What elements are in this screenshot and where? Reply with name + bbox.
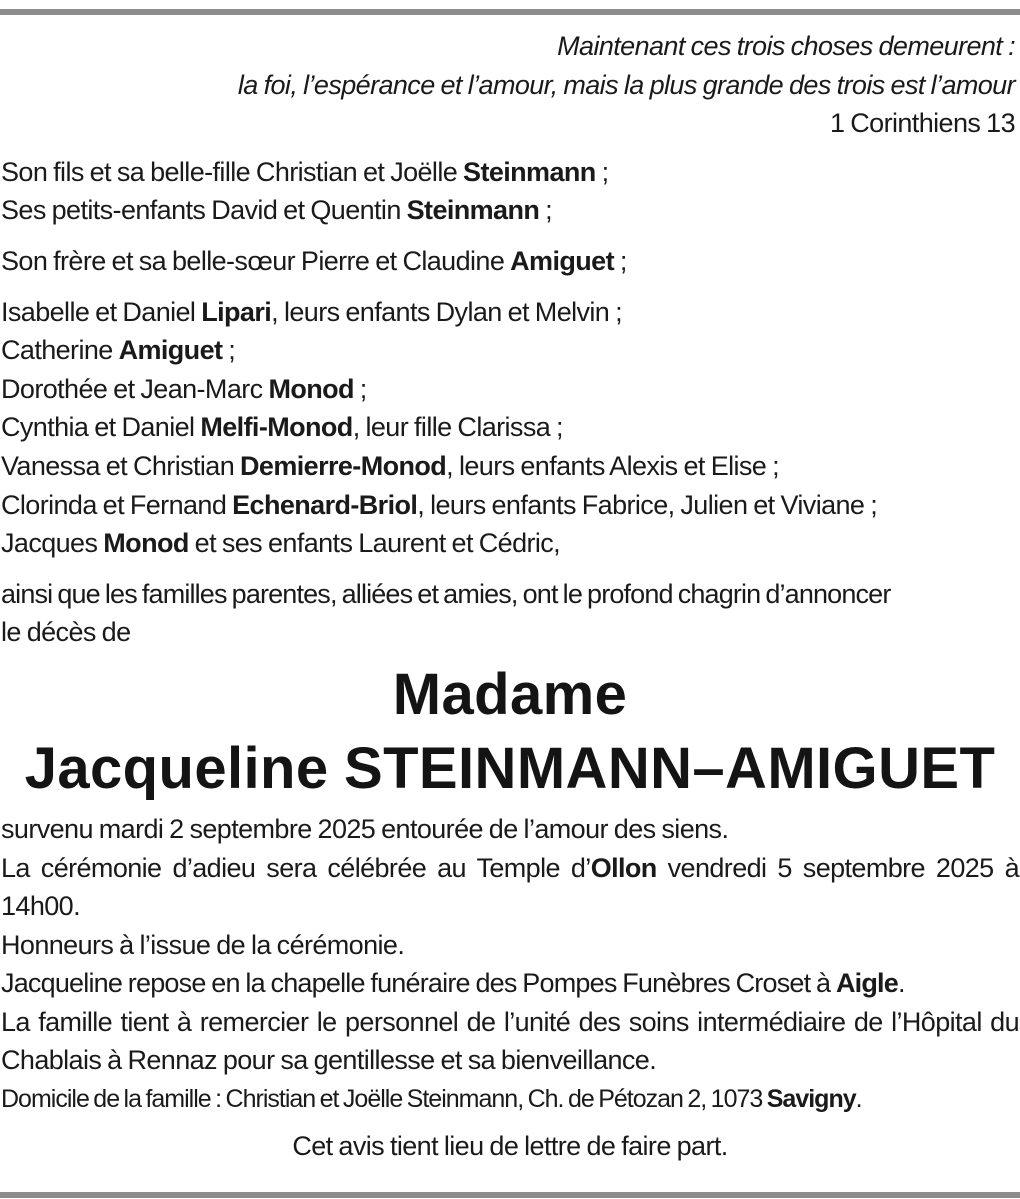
footer-note: Cet avis tient lieu de lettre de faire part. — [292, 1130, 728, 1161]
family-line: Son frère et sa belle-sœur Pierre et Claudine Amiguet ; — [1, 245, 627, 276]
family-line: Ses petits-enfants David et Quentin Steinmann ; — [1, 195, 553, 226]
announcement-line-1: ainsi que les familles parentes, alliées et amies, ont le profond chagrin d’annoncer — [1, 578, 891, 609]
epigraph-line-1: Maintenant ces trois choses demeurent : — [557, 31, 1015, 61]
family-line: Catherine Amiguet ; — [1, 335, 236, 366]
family-surname: Monod — [268, 373, 354, 404]
detail-thanks: La famille tient à remercier le personnel de l’unité des soins intermédiaire de l’Hôpital du Chablais à Rennaz pour sa gentillesse et sa bienveillance. — [1, 1006, 1019, 1076]
family-line: Clorinda et Fernand Echenard-Briol, leurs enfants Fabrice, Julien et Viviane ; — [1, 489, 878, 520]
family-surname: Lipari — [201, 296, 272, 327]
detail-honours: Honneurs à l’issue de la cérémonie. — [1, 929, 405, 960]
deceased-title: Madame — [392, 661, 628, 727]
deceased-name: Jacqueline STEINMANN–AMIGUET — [24, 735, 996, 801]
family-surname: Amiguet — [118, 335, 223, 366]
family-line: Son fils et sa belle-fille Christian et Joëlle Steinmann ; — [1, 156, 609, 187]
family-line: Jacques Monod et ses enfants Laurent et Cédric, — [1, 528, 561, 559]
announcement — [1, 575, 1019, 652]
family-surname: Steinmann — [463, 156, 596, 187]
address-place: Savigny — [766, 1085, 856, 1114]
family-line: Dorothée et Jean-Marc Monod ; — [1, 373, 367, 404]
deceased-name-block — [1, 658, 1019, 806]
bottom-rule — [0, 1192, 1020, 1198]
announcement-line-2: le décès de — [1, 617, 131, 648]
detail-ceremony: La cérémonie d’adieu sera célébrée au Temple d’Ollon vendredi 5 septembre 2025 à 14h00. — [1, 852, 1019, 922]
chapel-place: Aigle — [835, 968, 898, 999]
ceremony-place: Ollon — [590, 852, 657, 883]
details — [1, 810, 1019, 1119]
notice-body — [1, 27, 1019, 1165]
top-rule — [0, 9, 1020, 15]
family-surname: Monod — [103, 528, 189, 559]
family-surname: Steinmann — [406, 195, 540, 226]
detail-death: survenu mardi 2 septembre 2025 entourée de l’amour des siens. — [1, 813, 729, 844]
epigraph-reference: 1 Corinthiens 13 — [829, 108, 1015, 139]
epigraph — [1, 27, 1019, 143]
family-surname: Demierre-Monod — [240, 450, 447, 481]
detail-chapel: Jacqueline repose en la chapelle funéraire des Pompes Funèbres Croset à Aigle. — [1, 968, 905, 999]
family-surname: Echenard-Briol — [232, 489, 418, 520]
epigraph-line-2: la foi, l’espérance et l’amour, mais la plus grande des trois est l’amour — [237, 69, 1015, 100]
detail-address: Domicile de la famille : Christian et Joëlle Steinmann, Ch. de Pétozan 2, 1073 Savigny. — [1, 1085, 862, 1114]
family-line: Cynthia et Daniel Melfi-Monod, leur fille Clarissa ; — [1, 412, 563, 443]
family-line: Vanessa et Christian Demierre-Monod, leurs enfants Alexis et Elise ; — [1, 450, 780, 481]
family-list — [1, 153, 1019, 563]
family-surname: Melfi-Monod — [200, 412, 353, 443]
family-line: Isabelle et Daniel Lipari, leurs enfants Dylan et Melvin ; — [1, 296, 623, 327]
family-surname: Amiguet — [510, 245, 614, 276]
